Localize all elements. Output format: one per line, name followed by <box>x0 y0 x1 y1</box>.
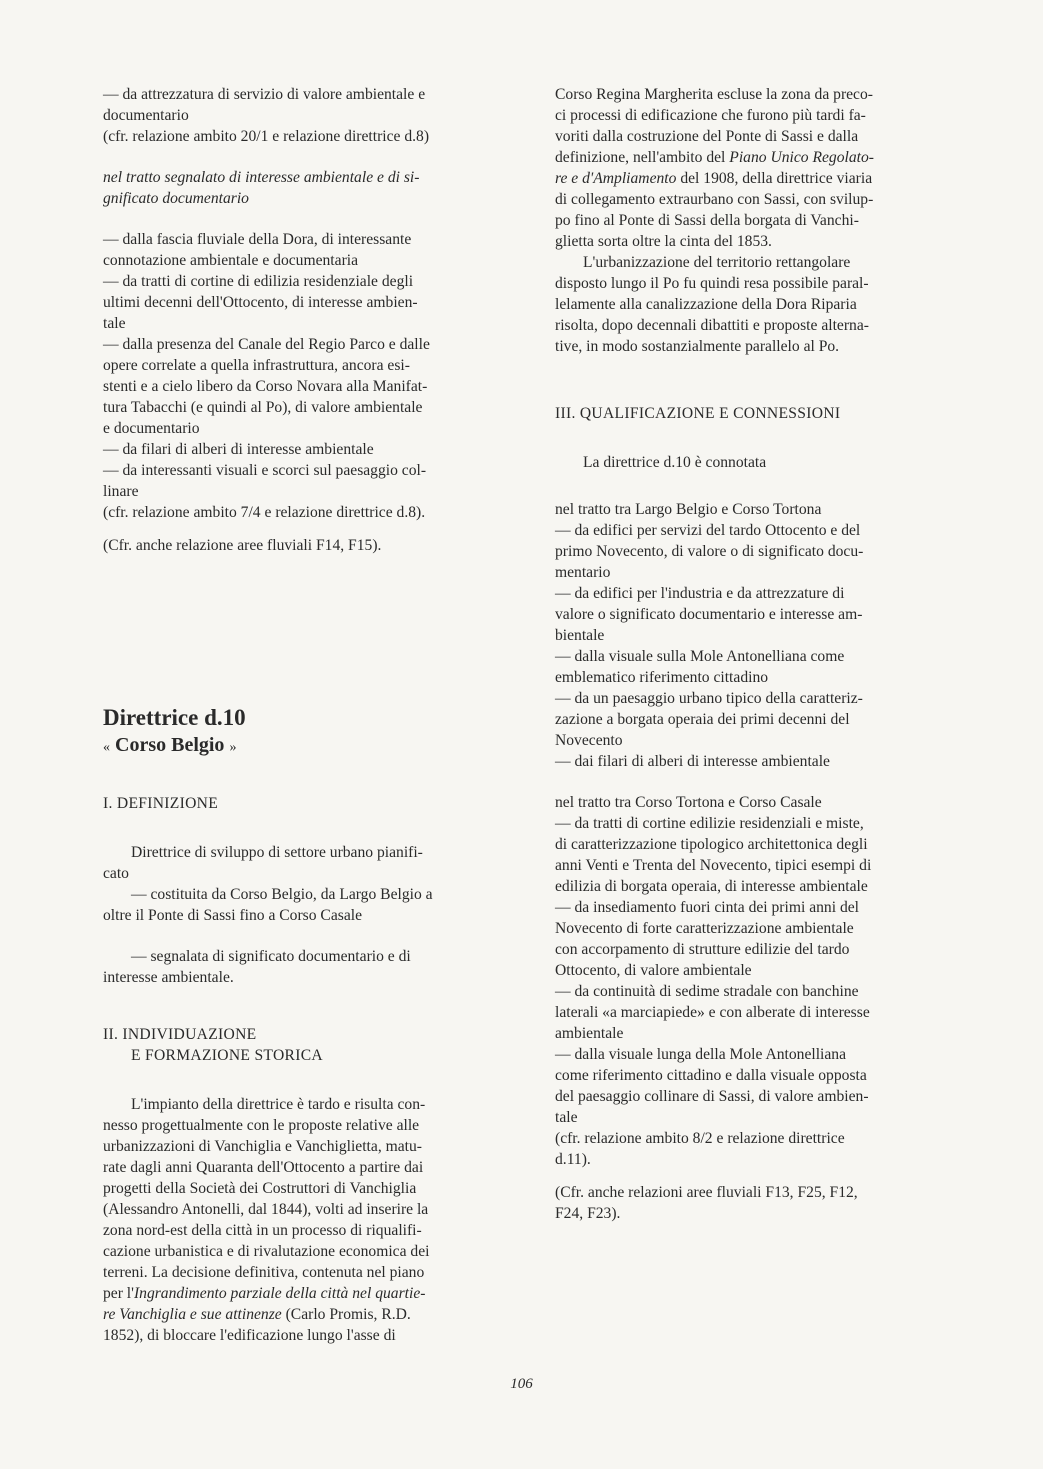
reference-aree-fluviali: (Cfr. anche relazione aree fluviali F14, F15). <box>103 537 382 554</box>
text-line: tive, in modo sostanzialmente parallelo al Po. <box>555 338 840 355</box>
paragraph-connotazioni <box>103 229 511 523</box>
paragraph-tratto-tortona-casale <box>555 792 962 1170</box>
text-line: di caratterizzazione tipologico architettonica degli <box>555 836 868 853</box>
italic-title-span: re Vanchiglia e sue attinenze <box>103 1306 282 1323</box>
text-line: — da edifici per l'industria e da attrezzature di <box>555 585 845 602</box>
paragraph-tratto-belgio-tortona <box>555 499 962 772</box>
text-line: rate dagli anni Quaranta dell'Ottocento a partire dai <box>103 1159 424 1176</box>
text-line: L'impianto della direttrice è tardo e risulta con- <box>131 1096 426 1113</box>
text-line: — dalla visuale sulla Mole Antonelliana come <box>555 648 845 665</box>
text-line: interesse ambientale. <box>103 969 234 986</box>
text-line: Ottocento, di valore ambientale <box>555 962 752 979</box>
text-span: definizione, nell'ambito del <box>555 149 730 166</box>
text-line: (Alessandro Antonelli, dal 1844), volti ad inserire la <box>103 1201 429 1218</box>
text-line: ultimi decenni dell'Ottocento, di interesse ambien- <box>103 294 418 311</box>
text-line: d.11). <box>555 1151 591 1168</box>
subtitle-text: Corso Belgio <box>115 734 225 756</box>
left-column <box>103 84 511 1346</box>
text-line: — segnalata di significato documentario e di <box>131 948 411 965</box>
text-line: emblematico riferimento cittadino <box>555 669 769 686</box>
italic-title-span: Piano Unico Regolato- <box>729 149 874 166</box>
text-line: — da insediamento fuori cinta dei primi anni del <box>555 899 859 916</box>
text-line: anni Venti e Trenta del Novecento, tipici esempi di <box>555 857 872 874</box>
text-line: tura Tabacchi (e quindi al Po), di valore ambientale <box>103 399 423 416</box>
text-line: opere correlate a quella infrastruttura, ancora esi- <box>103 357 410 374</box>
italic-title-span: Ingrandimento parziale della città nel quartie- <box>133 1285 426 1302</box>
quote-close: » <box>229 740 237 755</box>
text-line: 1852), di bloccare l'edificazione lungo l'asse di <box>103 1327 396 1344</box>
text-line: documentario <box>103 107 189 124</box>
text-line: gnificato documentario <box>103 190 249 207</box>
text-line: nesso progettualmente con le proposte relative alle <box>103 1117 420 1134</box>
text-line: bientale <box>555 627 605 644</box>
text-line: di collegamento extraurbano con Sassi, con svilup- <box>555 191 874 208</box>
text-line: disposto lungo il Po fu quindi resa possibile paral- <box>555 275 869 292</box>
text-line: Novecento <box>555 732 623 749</box>
paragraph-riferimenti-fluviali <box>555 1182 962 1224</box>
text-line: (cfr. relazione ambito 7/4 e relazione direttrice d.8). <box>103 504 426 521</box>
text-line: ci processi di edificazione che furono più tardi fa- <box>555 107 866 124</box>
text-line: — da filari di alberi di interesse ambientale <box>103 441 374 458</box>
text-line: mentario <box>555 564 611 581</box>
paragraph-attrezzatura <box>103 84 511 147</box>
page-subtitle <box>103 732 511 761</box>
text-line: linare <box>103 483 139 500</box>
text-line: nel tratto tra Corso Tortona e Corso Casale <box>555 794 822 811</box>
heading-line: II. INDIVIDUAZIONE <box>103 1026 257 1043</box>
text-line: tale <box>555 1109 578 1126</box>
section-heading-qualificazione: III. QUALIFICAZIONE E CONNESSIONI <box>555 405 841 422</box>
text-line: nel tratto tra Largo Belgio e Corso Tortona <box>555 501 822 518</box>
text-line: (cfr. relazione ambito 20/1 e relazione direttrice d.8) <box>103 128 430 145</box>
text-line: — da un paesaggio urbano tipico della caratteriz- <box>555 690 863 707</box>
section-heading-individuazione <box>103 1024 511 1066</box>
right-column <box>555 84 962 1224</box>
text-line: connotazione ambientale e documentaria <box>103 252 359 269</box>
text-line: urbanizzazioni di Vanchiglia e Vanchiglietta, matu- <box>103 1138 422 1155</box>
text-line: zazione a borgata operaia dei primi decenni del <box>555 711 850 728</box>
text-line: glietta sorta oltre la cinta del 1853. <box>555 233 772 250</box>
text-line: (cfr. relazione ambito 8/2 e relazione direttrice <box>555 1130 845 1147</box>
text-line: progetti della Società dei Costruttori di Vanchiglia <box>103 1180 417 1197</box>
text-line: — costituita da Corso Belgio, da Largo Belgio a <box>131 886 433 903</box>
text-line <box>555 147 962 168</box>
text-line: del paesaggio collinare di Sassi, di valore ambien- <box>555 1088 869 1105</box>
text-line: po fino al Ponte di Sassi della borgata di Vanchi- <box>555 212 859 229</box>
text-line: — dalla visuale lunga della Mole Antonelliana <box>555 1046 847 1063</box>
text-line <box>555 168 962 189</box>
text-line: voriti dalla costruzione del Ponte di Sassi e dalla <box>555 128 859 145</box>
paragraph-definizione <box>103 842 511 926</box>
text-span: (Carlo Promis, R.D. <box>281 1306 411 1323</box>
text-line <box>103 1304 511 1325</box>
paragraph-tratto-segnalato <box>103 167 511 209</box>
text-line: — dai filari di alberi di interesse ambientale <box>555 753 830 770</box>
text-line: oltre il Ponte di Sassi fino a Corso Casale <box>103 907 363 924</box>
text-line: (Cfr. anche relazioni aree fluviali F13, F25, F12, <box>555 1184 858 1201</box>
italic-title-span: re e d'Ampliamento <box>555 170 677 187</box>
text-line: — da interessanti visuali e scorci sul paesaggio col- <box>103 462 427 479</box>
text-line: valore o significato documentario e interesse am- <box>555 606 863 623</box>
text-span: del 1908, della direttrice viaria <box>676 170 873 187</box>
text-line: — da tratti di cortine di edilizia residenziale degli <box>103 273 414 290</box>
text-line: — da edifici per servizi del tardo Ottocento e del <box>555 522 861 539</box>
text-line: cazione urbanistica e di rivalutazione economica dei <box>103 1243 430 1260</box>
text-line: risolta, dopo decennali dibattiti e proposte alterna- <box>555 317 869 334</box>
text-line: zona nord-est della città in un processo di riqualifi- <box>103 1222 422 1239</box>
section-heading-definizione: I. DEFINIZIONE <box>103 795 219 812</box>
text-line: — dalla fascia fluviale della Dora, di interessante <box>103 231 412 248</box>
text-line: Corso Regina Margherita escluse la zona da preco- <box>555 86 873 103</box>
text-line: — dalla presenza del Canale del Regio Parco e dalle <box>103 336 430 353</box>
text-line: primo Novecento, di valore o di significato docu- <box>555 543 864 560</box>
page-title: Direttrice d.10 <box>103 705 246 730</box>
heading-line: E FORMAZIONE STORICA <box>131 1047 323 1064</box>
text-line: terreni. La decisione definitiva, contenuta nel piano <box>103 1264 425 1281</box>
intro-line: La direttrice d.10 è connotata <box>583 454 767 471</box>
text-line: Direttrice di sviluppo di settore urbano pianifi- <box>131 844 423 861</box>
text-line: lelamente alla canalizzazione della Dora Riparia <box>555 296 857 313</box>
text-line: laterali «a marciapiede» e con alberate di interesse <box>555 1004 870 1021</box>
text-line: — da continuità di sedime stradale con banchine <box>555 983 859 1000</box>
text-line: nel tratto segnalato di interesse ambientale e di si- <box>103 169 420 186</box>
text-line: come riferimento cittadino e dalla visuale opposta <box>555 1067 867 1084</box>
paragraph-segnalata <box>103 946 511 988</box>
text-line: Novecento di forte caratterizzazione ambientale <box>555 920 854 937</box>
section-title-block <box>103 704 511 761</box>
text-line: con accorpamento di strutture edilizie del tardo <box>555 941 850 958</box>
text-line: cato <box>103 865 129 882</box>
paragraph-storia-continuazione <box>555 84 962 357</box>
paragraph-storia <box>103 1094 511 1346</box>
text-line: tale <box>103 315 126 332</box>
text-line: — da tratti di cortine edilizie residenziali e miste, <box>555 815 864 832</box>
text-line: L'urbanizzazione del territorio rettangolare <box>583 254 851 271</box>
text-line: ambientale <box>555 1025 624 1042</box>
text-line: edilizia di borgata operaia, di interesse ambientale <box>555 878 868 895</box>
text-line: F24, F23). <box>555 1205 621 1222</box>
quote-open: « <box>103 740 110 755</box>
text-span: per l' <box>103 1285 134 1302</box>
text-line <box>103 1283 511 1304</box>
page-number: 106 <box>510 1376 533 1392</box>
text-line: — da attrezzatura di servizio di valore ambientale e <box>103 86 426 103</box>
text-line: stenti e a cielo libero da Corso Novara alla Manifat- <box>103 378 428 395</box>
text-line: e documentario <box>103 420 200 437</box>
